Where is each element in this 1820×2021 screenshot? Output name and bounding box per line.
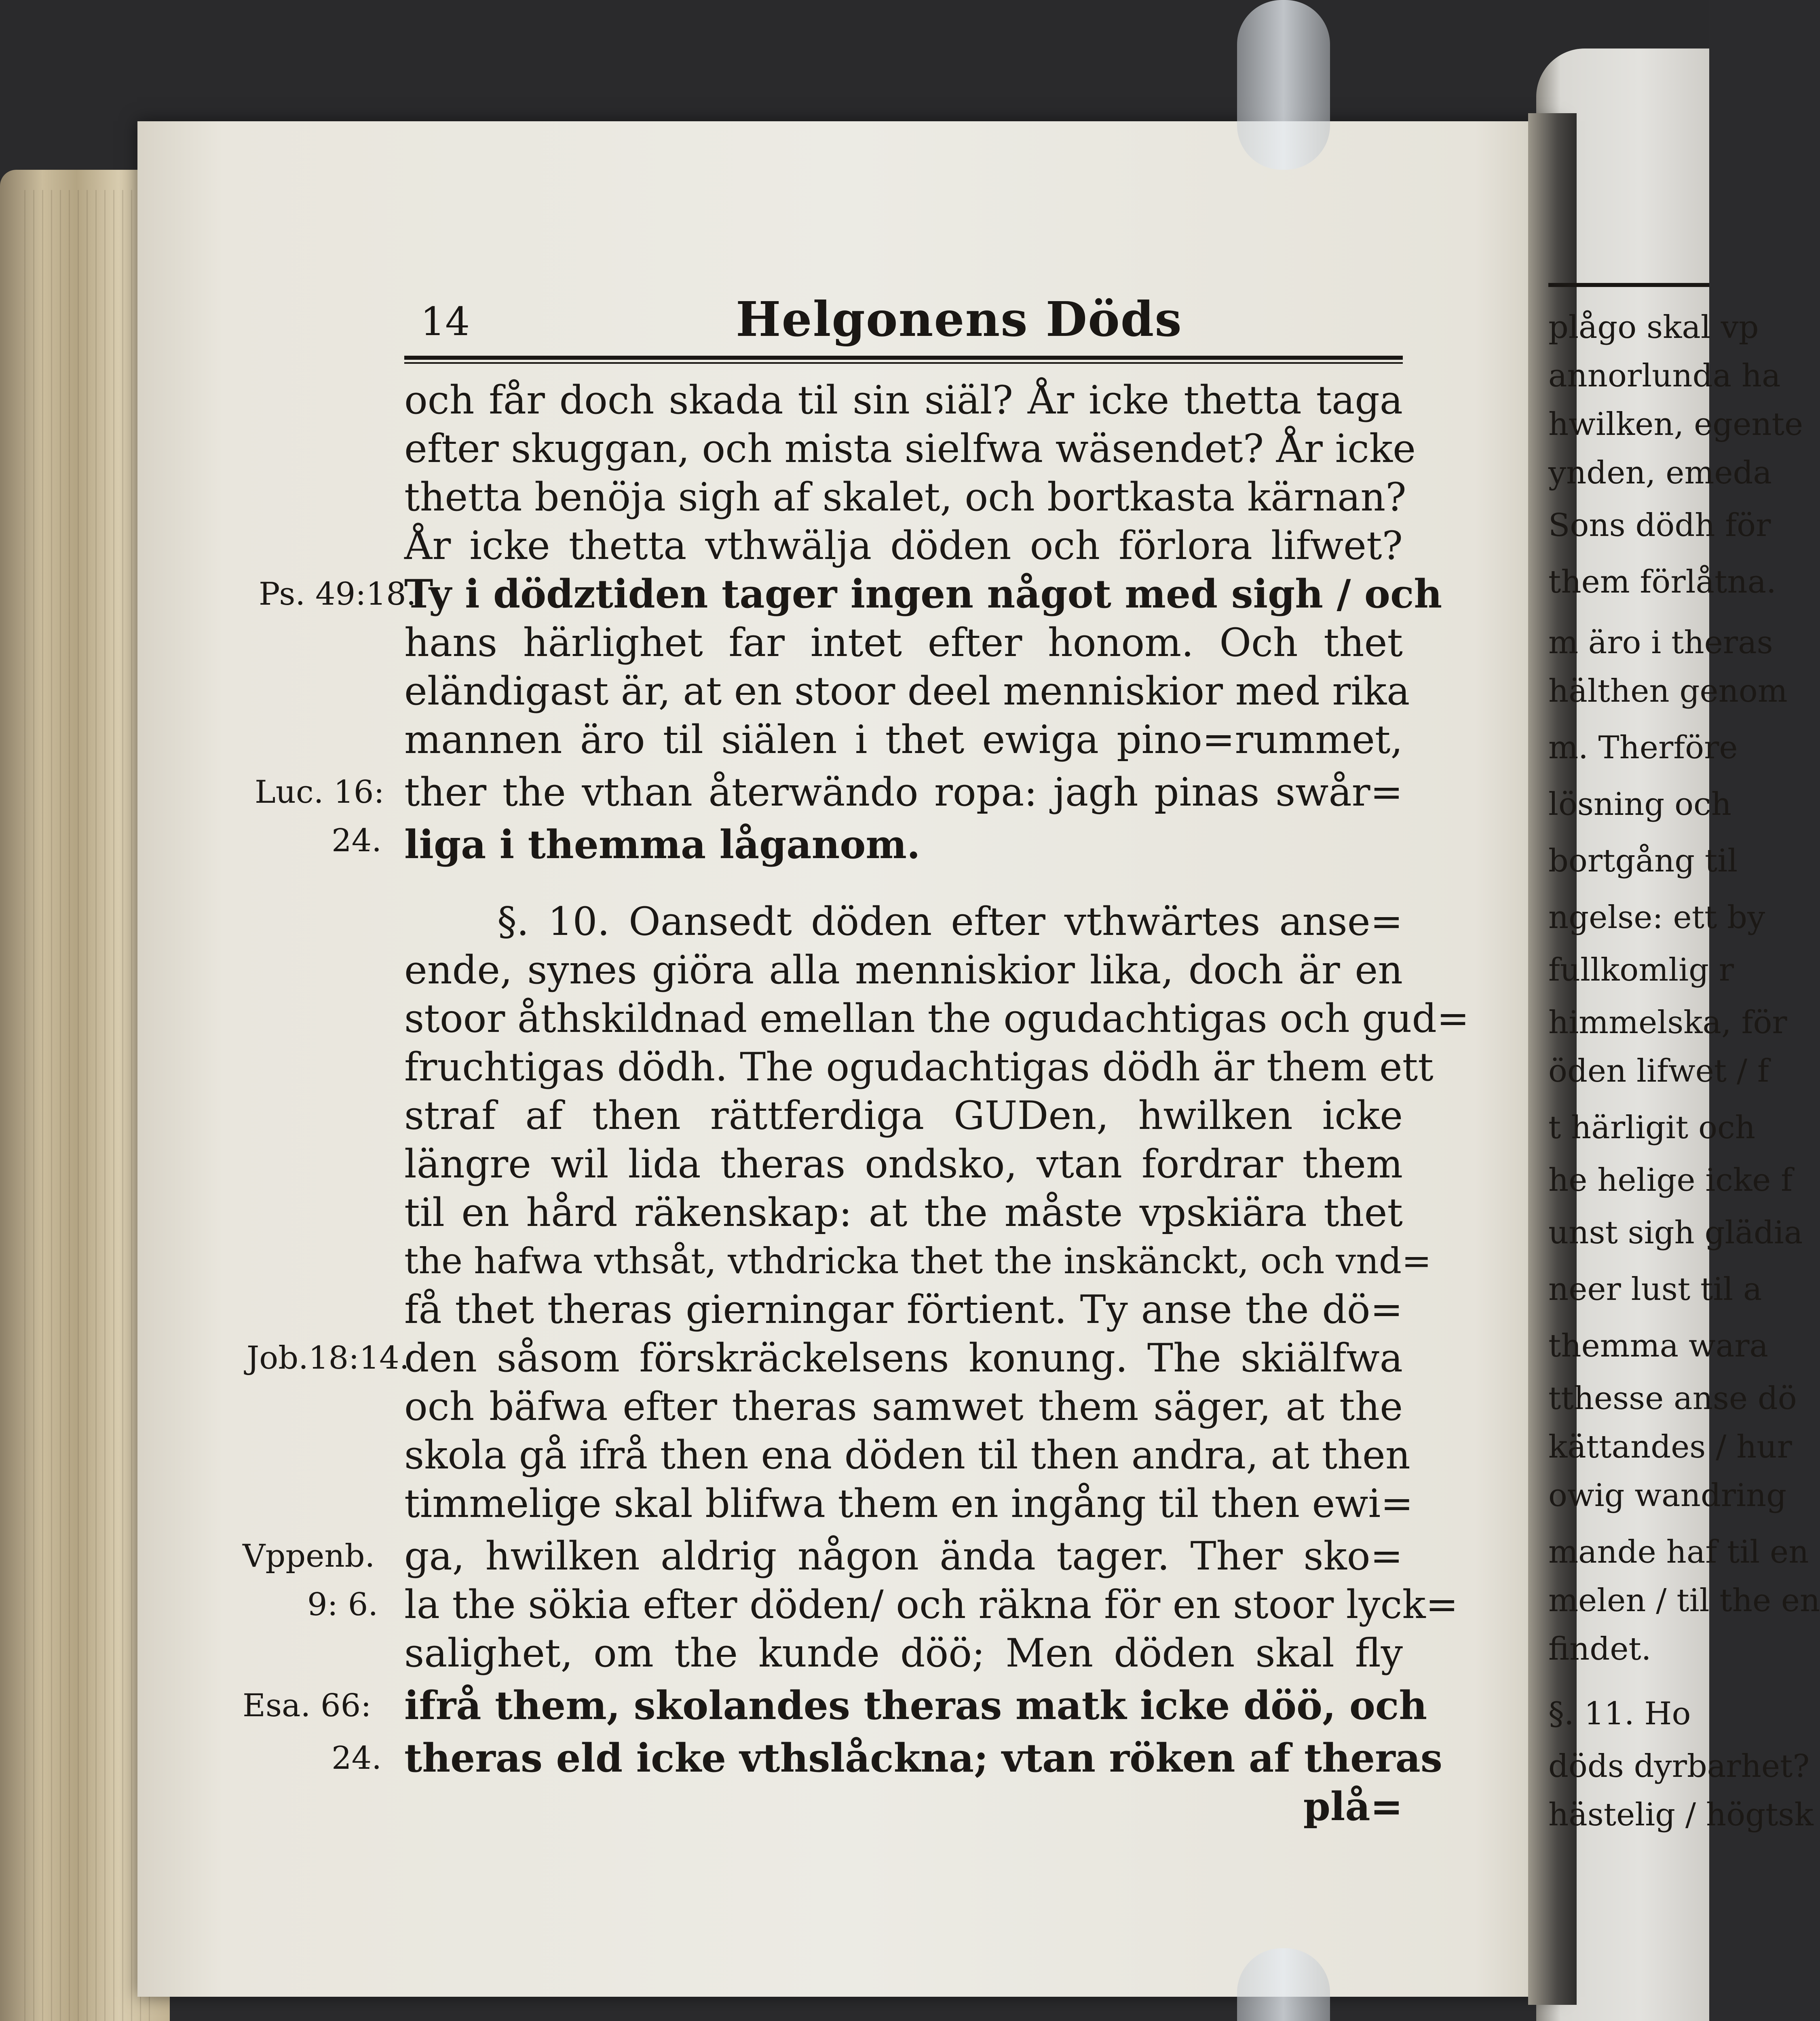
margin-note: Luc. 16: [255, 774, 384, 810]
facing-text-line: ynden, emeda [1548, 455, 1772, 491]
text-line: ther the vthan återwändo ropa: jagh pinas swår= [404, 770, 1403, 815]
margin-note: Vppenb. [243, 1538, 375, 1574]
text-line: theras eld icke vthslåckna; vtan röken af theras [404, 1735, 1442, 1781]
facing-text-line: hästelig / högtsk [1548, 1797, 1814, 1833]
text-line: eländigast är, at en stoor deel menniskior med rika [404, 669, 1410, 714]
facing-text-line: he helige icke f [1548, 1162, 1793, 1198]
text-line: År icke thetta vthwälja döden och förlora lifwet? [404, 523, 1403, 568]
text-line: mannen äro til siälen i thet ewiga pino=rummet, [404, 717, 1403, 762]
text-line: thetta benöja sigh af skalet, och bortkasta kärnan? [404, 475, 1406, 520]
margin-note: Job.18:14. [247, 1340, 410, 1376]
margin-note: 24. [331, 823, 382, 859]
margin-note: 24. [331, 1740, 382, 1776]
facing-text-line: them förlåtna. [1548, 564, 1776, 600]
margin-note: 9: 6. [307, 1586, 378, 1623]
facing-page-rule [1548, 283, 1709, 287]
facing-text-line: öden lifwet / f [1548, 1053, 1769, 1089]
facing-text-line: bortgång til [1548, 843, 1738, 879]
page-header [404, 291, 1403, 352]
text-line: skola gå ifrå then ena döden til then andra, at then [404, 1432, 1410, 1478]
text-line: the hafwa vthsåt, vthdricka thet the inskänckt, och vnd= [404, 1240, 1432, 1282]
text-line: straf af then rättferdiga GUDen, hwilken icke [404, 1093, 1403, 1138]
text-line: liga i themma låganom. [404, 822, 921, 867]
facing-text-line: owig wandring [1548, 1477, 1787, 1514]
text-line: hans härlighet far intet efter honom. Och thet [404, 620, 1403, 665]
text-line: och bäfwa efter theras samwet them säger, at the [404, 1384, 1403, 1429]
facing-text-line: ngelse: ett by [1548, 899, 1765, 936]
header-rule [404, 356, 1403, 360]
page-clip-top [1237, 0, 1330, 170]
facing-text-line: themma wara [1548, 1328, 1769, 1364]
text-line: fruchtigas dödh. The ogudachtigas dödh är them ett [404, 1044, 1434, 1090]
margin-note: Esa. 66: [243, 1688, 372, 1724]
facing-text-line: plågo skal vp [1548, 309, 1759, 346]
facing-text-line: tthesse anse dö [1548, 1380, 1797, 1417]
facing-text-line: mande haf til en [1548, 1534, 1809, 1570]
facing-text-line: m. Therföre [1548, 730, 1738, 766]
text-line: få thet theras gierningar förtient. Ty anse the dö= [404, 1287, 1403, 1332]
text-line: efter skuggan, och mista sielfwa wäsendet? År icke [404, 426, 1416, 471]
facing-text-line: t härligit och [1548, 1110, 1755, 1146]
facing-text-line: hälthen genom [1548, 673, 1788, 709]
facing-text-line: döds dyrbarhet? [1548, 1748, 1810, 1785]
facing-text-line: hwilken, egente [1548, 406, 1803, 443]
text-line: ga, hwilken aldrig någon ända tager. Ther sko= [404, 1534, 1403, 1579]
facing-text-line: unst sigh glädia [1548, 1215, 1803, 1251]
facing-text-line: fullkomlig r [1548, 952, 1734, 988]
text-line: Ty i dödztiden tager ingen något med sigh / och [404, 571, 1442, 617]
page-number: 14 [420, 299, 470, 344]
facing-text-line: findet. [1548, 1631, 1651, 1667]
header-rule-thin [404, 362, 1403, 364]
facing-text-line: Sons dödh för [1548, 507, 1771, 544]
page-edge-texture [24, 190, 154, 2021]
facing-text-line: melen / til the en [1548, 1582, 1820, 1619]
text-line: den såsom förskräckelsens konung. The skiälfwa [404, 1335, 1403, 1381]
text-line: stoor åthskildnad emellan the ogudachtigas och gud= [404, 996, 1470, 1041]
facing-text-line: §. 11. Ho [1548, 1696, 1691, 1732]
text-line: ende, synes giöra alla menniskior lika, doch är en [404, 947, 1403, 993]
catchword: plå= [1303, 1784, 1403, 1829]
running-head: Helgonens Döds [736, 291, 1182, 347]
text-line: och får doch skada til sin siäl? År icke thetta taga [404, 378, 1403, 423]
text-line: salighet, om the kunde döö; Men döden skal fly [404, 1631, 1403, 1676]
facing-text-line: lösning och [1548, 786, 1731, 823]
paragraph-start-line: §. 10. Oansedt döden efter vthwärtes anse= [497, 899, 1403, 944]
facing-text-line: neer lust til a [1548, 1271, 1762, 1308]
text-line: längre wil lida theras ondsko, vtan fordrar them [404, 1141, 1403, 1187]
facing-text-line: m äro i theras [1548, 624, 1773, 661]
text-line: til en hård räkenskap: at the måste vpskiära thet [404, 1190, 1403, 1235]
facing-text-line: himmelska, för [1548, 1004, 1787, 1041]
margin-note: Ps. 49:18. [259, 576, 416, 612]
text-line: la the sökia efter döden/ och räkna för en stoor lyck= [404, 1582, 1459, 1627]
facing-text-line: kättandes / hur [1548, 1429, 1792, 1465]
facing-text-line: annorlunda ha [1548, 358, 1781, 394]
text-line: timmelige skal blifwa them en ingång til then ewi= [404, 1481, 1413, 1526]
text-line: ifrå them, skolandes theras matk icke döö, och [404, 1683, 1427, 1728]
